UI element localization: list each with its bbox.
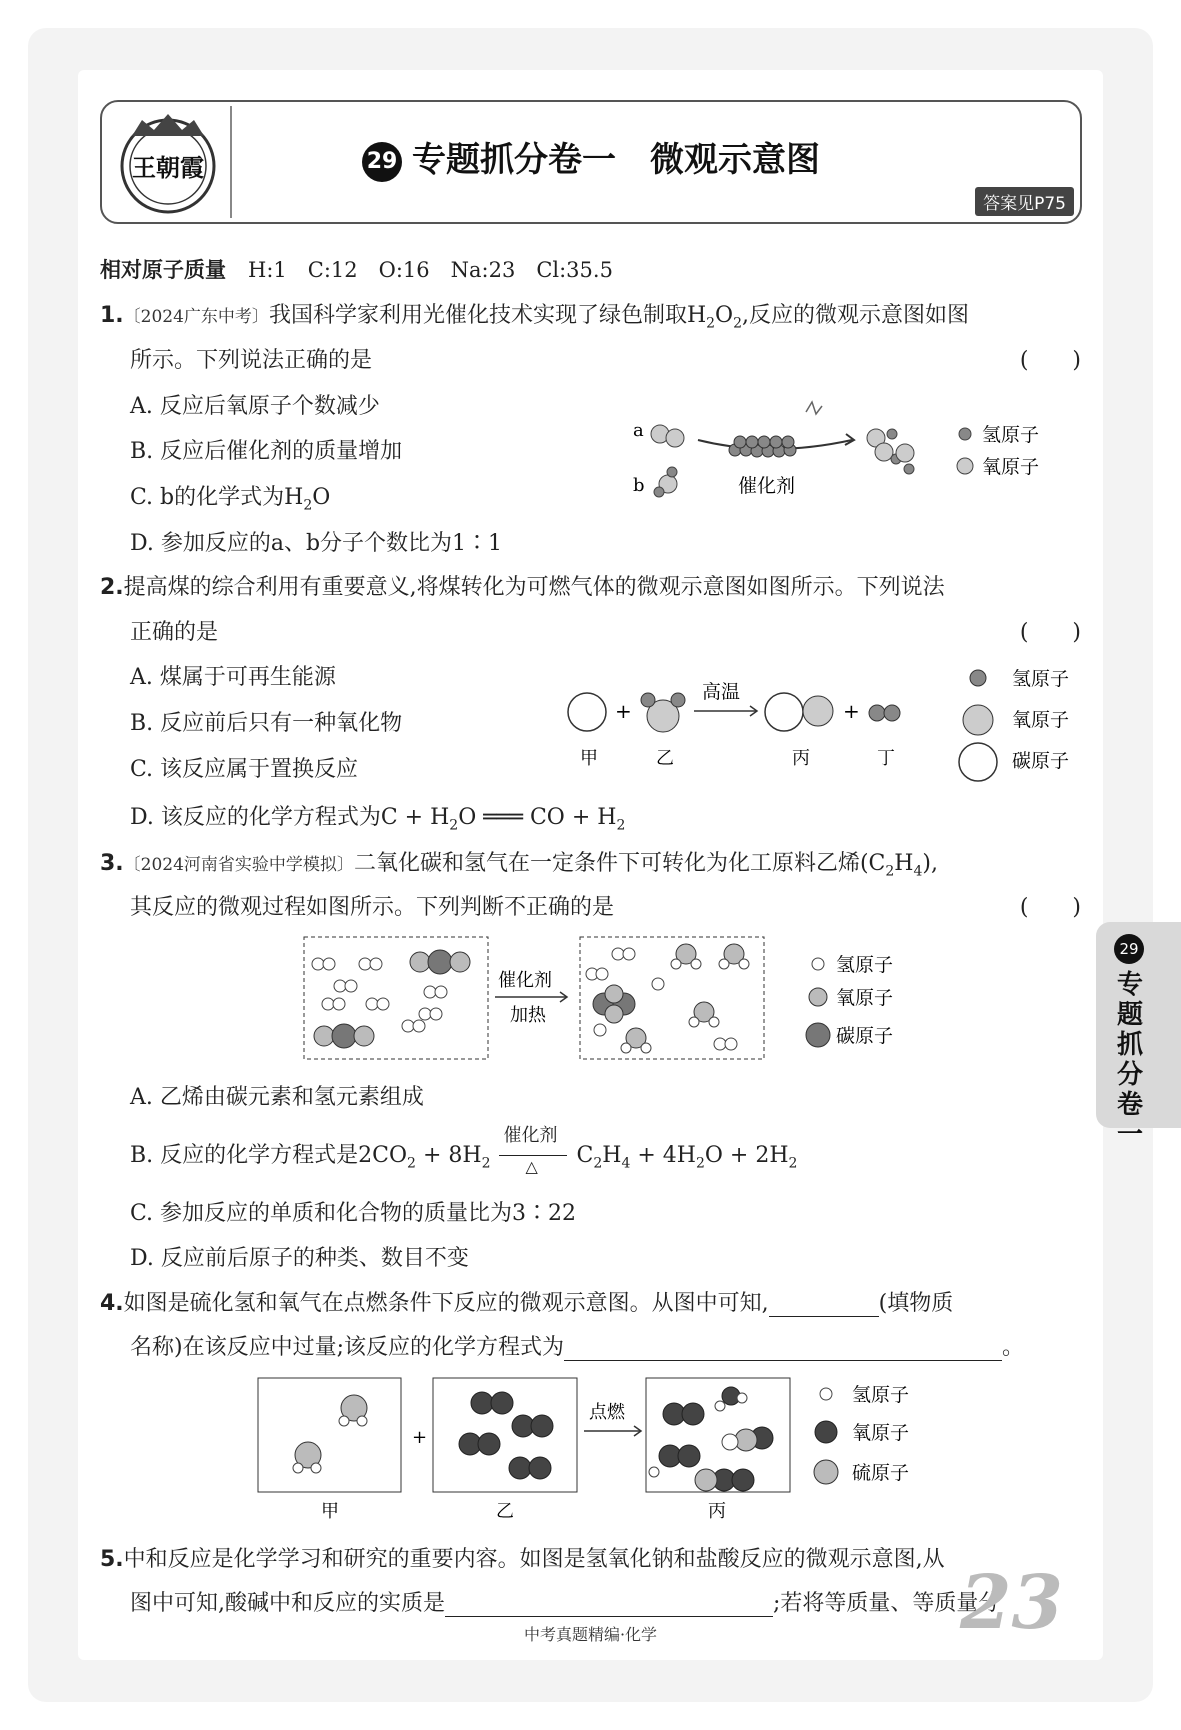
q3-answer-paren[interactable]: ( ) bbox=[1019, 895, 1081, 920]
q3-option-b[interactable]: B. 反应的化学方程式是$2CO_2 + 8H_2$ 催化剂 △ $C_2H_4 + 4H_2O + 2H_2$ bbox=[130, 1138, 797, 1171]
q2-d-sub: 2 bbox=[449, 817, 459, 834]
q2-label-ding: 丁 bbox=[877, 748, 895, 769]
q2-label-jia: 甲 bbox=[580, 748, 598, 769]
svg-text:+: + bbox=[615, 699, 632, 723]
answer-reference: 答案见P75 bbox=[975, 187, 1074, 216]
q5-stem-line1 bbox=[100, 1542, 945, 1573]
q3-legend-h: 氢原子 bbox=[836, 954, 894, 976]
q4-label-bing: 丙 bbox=[708, 1501, 726, 1522]
q3-b-post: C bbox=[576, 1143, 594, 1168]
q2-legend-c: 碳原子 bbox=[1012, 750, 1070, 772]
q1-stem-line2: 所示。下列说法正确的是 bbox=[130, 348, 373, 373]
q2-option-b[interactable]: B. 反应前后只有一种氧化物 bbox=[130, 711, 403, 736]
title-text: 专题抓分卷一 微观示意图 bbox=[412, 140, 820, 180]
q2-number: 2. bbox=[100, 575, 124, 600]
q5-text2: 图中可知,酸碱中和反应的实质是 bbox=[130, 1591, 445, 1616]
q3-option-d[interactable]: D. 反应前后原子的种类、数目不变 bbox=[130, 1246, 469, 1271]
q3-text: 二氧化碳和氢气在一定条件下可转化为化工原料乙烯(C bbox=[353, 851, 886, 876]
q3-diagram bbox=[300, 934, 940, 1064]
q1-sub2: 2 bbox=[733, 315, 743, 332]
q4-condition: 点燃 bbox=[589, 1402, 625, 1423]
q3-b-condition bbox=[497, 1125, 569, 1176]
q4-legend-o: 氧原子 bbox=[852, 1422, 910, 1444]
q4-stem-line2 bbox=[130, 1330, 1024, 1361]
q3-b-catalyst: 催化剂 bbox=[503, 1125, 558, 1146]
q2-answer-paren[interactable]: ( ) bbox=[1019, 620, 1081, 645]
q2-d-text: D. 该反应的化学方程式为C + H bbox=[130, 805, 450, 830]
q2-option-a[interactable]: A. 煤属于可再生能源 bbox=[130, 665, 336, 690]
q1-label-a: a bbox=[633, 420, 644, 441]
q3-sub: 2 bbox=[885, 863, 895, 880]
q1-number: 1. bbox=[100, 303, 124, 328]
q1-diagram bbox=[630, 398, 1090, 510]
q2-legend-h: 氢原子 bbox=[1012, 668, 1070, 690]
title-number: 29 bbox=[362, 142, 402, 182]
q2-option-c[interactable]: C. 该反应属于置换反应 bbox=[130, 757, 359, 782]
q1-option-b[interactable]: B. 反应后催化剂的质量增加 bbox=[130, 439, 403, 464]
q4-blank-substance[interactable] bbox=[769, 1291, 879, 1317]
q3-b-post3: + 4H bbox=[630, 1143, 696, 1168]
q2-option-d[interactable] bbox=[130, 800, 625, 833]
svg-text:+: + bbox=[412, 1427, 428, 1448]
q2-stem-line2: 正确的是 bbox=[130, 620, 219, 645]
q1-legend-h: 氢原子 bbox=[982, 424, 1040, 446]
q4-label-jia: 甲 bbox=[321, 1501, 339, 1522]
header-box bbox=[100, 100, 1082, 224]
q2-stem-line1 bbox=[100, 570, 945, 601]
q4-end: 。 bbox=[1002, 1335, 1025, 1360]
q4-number: 4. bbox=[100, 1291, 124, 1316]
q1-text: 我国科学家利用光催化技术实现了绿色制取H bbox=[268, 303, 707, 328]
logo-text: 王朝霞 bbox=[132, 153, 204, 182]
q3-option-a[interactable]: A. 乙烯由碳元素和氢元素组成 bbox=[130, 1085, 424, 1110]
side-tab bbox=[1096, 922, 1181, 1150]
q4-text2: 名称)在该反应中过量;该反应的化学方程式为 bbox=[130, 1335, 564, 1360]
q3-b-mid: + 8H bbox=[415, 1143, 482, 1168]
q1-label-b: b bbox=[633, 475, 645, 496]
q1-c-text: C. b的化学式为H bbox=[130, 485, 304, 510]
atomic-mass-values: H:1 C:12 O:16 Na:23 Cl:35.5 bbox=[248, 258, 613, 282]
q3-b-pre: B. 反应的化学方程式是2CO bbox=[130, 1143, 408, 1168]
q1-stem-line1 bbox=[100, 298, 969, 331]
q3-condition-catalyst: 催化剂 bbox=[498, 970, 552, 991]
q5-stem-line2 bbox=[130, 1586, 1000, 1617]
q3-legend-o: 氧原子 bbox=[836, 987, 894, 1009]
q5-text2b: ;若将等质量、等质量分 bbox=[773, 1591, 1001, 1616]
q3-sub4: 4 bbox=[913, 863, 923, 880]
atomic-mass-line bbox=[100, 254, 613, 284]
q1-option-a[interactable]: A. 反应后氧原子个数减少 bbox=[130, 394, 380, 419]
q2-d-sub2: 2 bbox=[616, 817, 626, 834]
q3-condition-heat: 加热 bbox=[510, 1005, 546, 1026]
q2-text: 提高煤的综合利用有重要意义,将煤转化为可燃气体的微观示意图如图所示。下列说法 bbox=[123, 575, 945, 600]
q2-label-bing: 丙 bbox=[792, 748, 810, 769]
q2-label-yi: 乙 bbox=[656, 748, 674, 769]
page-number: 23 bbox=[960, 1560, 1063, 1646]
q4-blank-equation[interactable] bbox=[564, 1335, 1002, 1361]
q5-blank-essence[interactable] bbox=[445, 1591, 773, 1617]
q1-source: 〔2024广东中考〕 bbox=[123, 307, 269, 327]
q2-d-end: O ═══ CO + H bbox=[458, 805, 617, 830]
atomic-mass-label: 相对原子质量 bbox=[100, 258, 226, 282]
q4-legend-s: 硫原子 bbox=[852, 1462, 910, 1484]
side-tab-number: 29 bbox=[1114, 934, 1144, 964]
q1-sub: 2 bbox=[706, 315, 716, 332]
q1-c-sub: 2 bbox=[303, 497, 313, 514]
q3-b-post2: H bbox=[602, 1143, 622, 1168]
q3-b-post4: O + 2H bbox=[704, 1143, 789, 1168]
q5-number: 5. bbox=[100, 1547, 124, 1572]
svg-text:+: + bbox=[843, 699, 860, 723]
q1-option-d[interactable]: D. 参加反应的a、b分子个数比为1∶1 bbox=[130, 531, 503, 556]
q3-legend-c: 碳原子 bbox=[836, 1025, 894, 1047]
q3-stem-line2: 其反应的微观过程如图所示。下列判断不正确的是 bbox=[130, 895, 615, 920]
q1-text-b: ,反应的微观示意图如图 bbox=[742, 303, 970, 328]
q3-option-c[interactable]: C. 参加反应的单质和化合物的质量比为3∶22 bbox=[130, 1201, 577, 1226]
q4-legend-h: 氢原子 bbox=[852, 1384, 910, 1406]
q3-text-b: ), bbox=[922, 851, 938, 876]
q1-c-end: O bbox=[312, 485, 331, 510]
q3-stem-line1 bbox=[100, 846, 938, 879]
q1-legend-o: 氧原子 bbox=[982, 456, 1040, 478]
q1-o: O bbox=[715, 303, 734, 328]
q4-stem-line1 bbox=[100, 1286, 953, 1317]
page-title bbox=[102, 132, 1080, 182]
q1-answer-paren[interactable]: ( ) bbox=[1019, 348, 1081, 373]
q4-text: 如图是硫化氢和氧气在点燃条件下反应的微观示意图。从图中可知, bbox=[123, 1291, 769, 1316]
q3-h: H bbox=[894, 851, 914, 876]
q3-number: 3. bbox=[100, 851, 124, 876]
q1-catalyst-label: 催化剂 bbox=[738, 475, 796, 497]
page-footer: 中考真题精编·化学 bbox=[523, 1625, 658, 1644]
q4-diagram bbox=[256, 1376, 946, 1526]
side-tab-text: 专题抓分卷一 bbox=[1116, 970, 1143, 1150]
q2-diagram bbox=[560, 656, 1080, 786]
q2-condition: 高温 bbox=[702, 681, 741, 703]
q5-text: 中和反应是化学学习和研究的重要内容。如图是氢氧化钠和盐酸反应的微观示意图,从 bbox=[123, 1547, 945, 1572]
q2-legend-o: 氧原子 bbox=[1012, 709, 1070, 731]
q4-text-b: (填物质 bbox=[878, 1291, 954, 1316]
q3-b-heat: △ bbox=[525, 1157, 538, 1176]
q4-label-yi: 乙 bbox=[496, 1501, 514, 1522]
q1-option-c[interactable] bbox=[130, 480, 330, 513]
q3-source: 〔2024河南省实验中学模拟〕 bbox=[123, 855, 354, 875]
